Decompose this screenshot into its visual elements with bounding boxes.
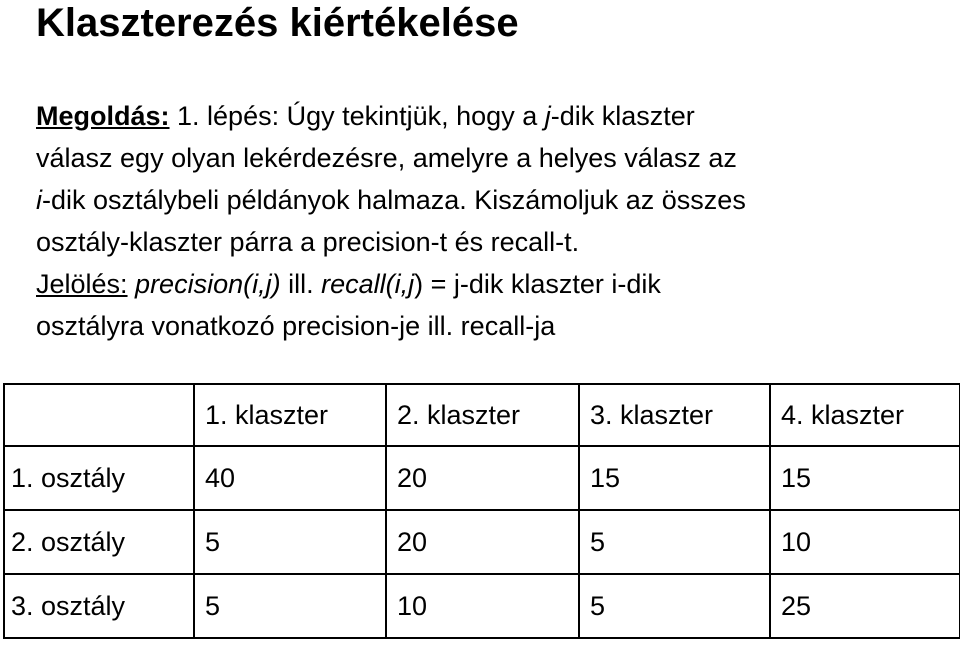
page-title: Klaszterezés kiértékelése bbox=[36, 1, 519, 45]
table-cell: 20 bbox=[386, 510, 579, 574]
column-header-cluster-4: 4. klaszter bbox=[770, 384, 960, 446]
table-cell: 5 bbox=[194, 574, 386, 638]
table-cell: 25 bbox=[770, 574, 960, 638]
table-cell: 10 bbox=[770, 510, 960, 574]
line-3-italic-i: i bbox=[36, 185, 42, 215]
table-cell: 20 bbox=[386, 446, 579, 510]
explanation-paragraph bbox=[36, 95, 946, 347]
paragraph-line-2: válasz egy olyan lekérdezésre, amelyre a helyes válasz az bbox=[36, 143, 737, 173]
line-5-italic-recall: recall(i,j bbox=[321, 269, 415, 299]
table-cell: 15 bbox=[770, 446, 960, 510]
line-1-italic-j: j bbox=[544, 101, 551, 131]
paragraph-line-6: osztályra vonatkozó precision-je ill. recall-ja bbox=[36, 311, 556, 341]
table-row bbox=[4, 446, 960, 510]
paragraph-line-3 bbox=[36, 179, 946, 221]
line-3-text: -dik osztálybeli példányok halmaza. Kiszámoljuk az összes bbox=[42, 185, 746, 215]
line-1-text-a: 1. lépés: Úgy tekintjük, hogy a bbox=[169, 101, 545, 131]
solution-label: Megoldás: bbox=[36, 101, 170, 131]
row-header-class-3: 3. osztály bbox=[4, 574, 194, 638]
table-header-row bbox=[4, 384, 960, 446]
table-corner-cell bbox=[4, 384, 194, 446]
line-5-text-a: ill. bbox=[280, 269, 322, 299]
table-row bbox=[4, 510, 960, 574]
row-header-class-1: 1. osztály bbox=[4, 446, 194, 510]
line-1-text-b: -dik klaszter bbox=[550, 101, 695, 131]
column-header-cluster-3: 3. klaszter bbox=[579, 384, 770, 446]
table-cell: 5 bbox=[579, 510, 770, 574]
line-5-italic-precision: precision(i,j) bbox=[127, 269, 281, 299]
column-header-cluster-2: 2. klaszter bbox=[386, 384, 579, 446]
paragraph-line-4: osztály-klaszter párra a precision-t és recall-t. bbox=[36, 227, 580, 257]
cluster-class-table bbox=[3, 383, 960, 639]
table-cell: 40 bbox=[194, 446, 386, 510]
table-row bbox=[4, 574, 960, 638]
table-cell: 5 bbox=[579, 574, 770, 638]
paragraph-line-5 bbox=[36, 263, 946, 305]
row-header-class-2: 2. osztály bbox=[4, 510, 194, 574]
notation-label: Jelölés: bbox=[36, 269, 128, 299]
table-cell: 10 bbox=[386, 574, 579, 638]
table-cell: 5 bbox=[194, 510, 386, 574]
line-5-text-b: ) = j-dik klaszter i-dik bbox=[414, 269, 661, 299]
paragraph-line-1 bbox=[36, 95, 946, 137]
column-header-cluster-1: 1. klaszter bbox=[194, 384, 386, 446]
table-cell: 15 bbox=[579, 446, 770, 510]
